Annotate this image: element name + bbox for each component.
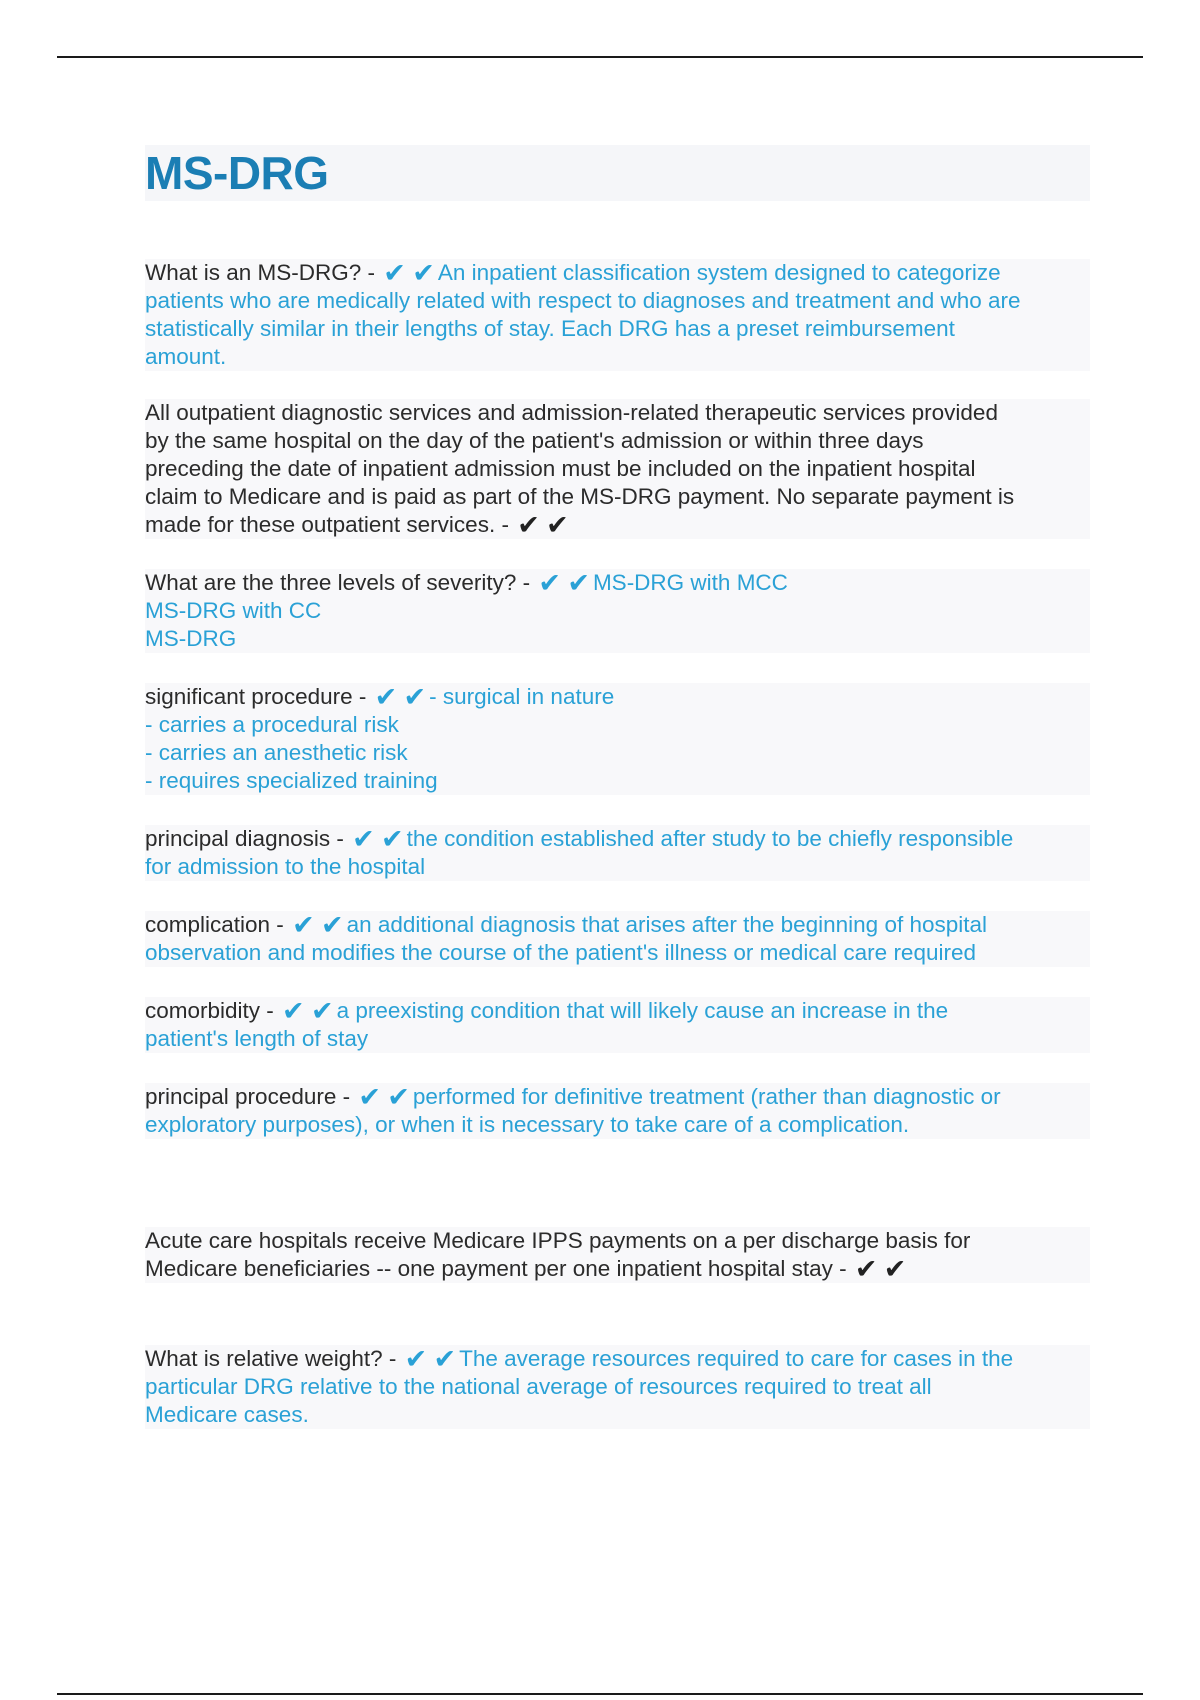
flashcard-complication: [145, 911, 1090, 967]
question-text: principal diagnosis -: [145, 826, 351, 851]
statement-checks: [517, 510, 569, 541]
footer-rule: [57, 1693, 1143, 1695]
answer-checks: [374, 682, 427, 713]
flashcard-ipps-payments: [145, 1227, 1090, 1283]
checkmark-icon: ✔: [374, 682, 398, 713]
checkmark-icon: ✔: [282, 996, 305, 1027]
answer-line: Medicare cases.: [145, 1402, 309, 1427]
checkmark-icon: ✔: [381, 824, 404, 855]
answer-line: - carries a procedural risk: [145, 712, 399, 737]
header-rule: [57, 56, 1143, 58]
answer-line: patients who are medically related with respect to diagnoses and treatment and who are: [145, 288, 1021, 313]
flashcard-comorbidity: [145, 997, 1090, 1053]
answer-checks: [404, 1344, 457, 1375]
checkmark-icon: ✔: [403, 682, 427, 713]
answer-line: MS-DRG with MCC: [592, 570, 788, 595]
title-bar: [145, 145, 1090, 201]
statement-line: by the same hospital on the day of the patient's admission or within three days: [145, 428, 924, 453]
flashcard-outpatient-services: [145, 399, 1090, 539]
answer-line: patient's length of stay: [145, 1026, 369, 1051]
answer-line: for admission to the hospital: [145, 854, 426, 879]
statement-line: Medicare beneficiaries -- one payment per one inpatient hospital stay -: [145, 1256, 853, 1281]
checkmark-icon: ✔: [567, 568, 590, 599]
question-text: significant procedure -: [145, 684, 373, 709]
answer-line: an additional diagnosis that arises after the beginning of hospital: [346, 912, 988, 937]
question-text: principal procedure -: [145, 1084, 357, 1109]
answer-line: the condition established after study to be chiefly responsible: [406, 826, 1014, 851]
answer-line: The average resources required to care for cases in the: [459, 1346, 1014, 1371]
checkmark-icon: ✔: [358, 1082, 381, 1113]
flashcard-principal-diagnosis: [145, 825, 1090, 881]
checkmark-icon: ✔: [433, 1344, 457, 1375]
answer-line: performed for definitive treatment (rather than diagnostic or: [412, 1084, 1001, 1109]
checkmark-icon: ✔: [387, 1082, 410, 1113]
question-text: comorbidity -: [145, 998, 281, 1023]
answer-checks: [358, 1082, 410, 1113]
statement-checks: [854, 1254, 907, 1285]
checkmark-icon: ✔: [854, 1254, 878, 1285]
checkmark-icon: ✔: [404, 1344, 428, 1375]
answer-checks: [538, 568, 590, 599]
question-text: complication -: [145, 912, 291, 937]
answer-line: a preexisting condition that will likely cause an increase in the: [336, 998, 949, 1023]
statement-line: claim to Medicare and is paid as part of the MS-DRG payment. No separate payment is: [145, 484, 1015, 509]
answer-line: MS-DRG: [145, 626, 237, 651]
checkmark-icon: ✔: [546, 510, 569, 541]
answer-line: particular DRG relative to the national average of resources required to treat all: [145, 1374, 932, 1399]
checkmark-icon: ✔: [412, 258, 435, 289]
checkmark-icon: ✔: [517, 510, 540, 541]
flashcard-what-is-ms-drg: [145, 259, 1090, 371]
answer-line: exploratory purposes), or when it is necessary to take care of a complication.: [145, 1112, 910, 1137]
document-body: [145, 145, 1090, 1429]
checkmark-icon: ✔: [310, 996, 334, 1027]
checkmark-icon: ✔: [292, 910, 315, 941]
answer-line: statistically similar in their lengths of stay. Each DRG has a preset reimbursement: [145, 316, 955, 341]
question-text: What is relative weight? -: [145, 1346, 403, 1371]
answer-line: observation and modifies the course of the patient's illness or medical care required: [145, 940, 976, 965]
page-title: MS-DRG: [145, 147, 329, 199]
answer-line: - surgical in nature: [429, 684, 615, 709]
answer-line: MS-DRG with CC: [145, 598, 322, 623]
flashcard-relative-weight: [145, 1345, 1090, 1429]
answer-line: - requires specialized training: [145, 768, 438, 793]
statement-line: made for these outpatient services. -: [145, 512, 516, 537]
answer-checks: [282, 996, 334, 1027]
checkmark-icon: ✔: [883, 1254, 907, 1285]
answer-checks: [383, 258, 435, 289]
checkmark-icon: ✔: [383, 258, 406, 289]
checkmark-icon: ✔: [538, 568, 562, 599]
answer-line: amount.: [145, 344, 227, 369]
answer-line: An inpatient classification system designed to categorize: [437, 260, 1001, 285]
checkmark-icon: ✔: [352, 824, 375, 855]
answer-checks: [352, 824, 404, 855]
checkmark-icon: ✔: [320, 910, 344, 941]
statement-line: All outpatient diagnostic services and admission-related therapeutic services provided: [145, 400, 998, 425]
question-text: What are the three levels of severity? -: [145, 570, 537, 595]
flashcard-significant-procedure: [145, 683, 1090, 795]
question-text: What is an MS-DRG? -: [145, 260, 382, 285]
statement-line: Acute care hospitals receive Medicare IPPS payments on a per discharge basis for: [145, 1228, 971, 1253]
flashcard-principal-procedure: [145, 1083, 1090, 1139]
statement-line: preceding the date of inpatient admission must be included on the inpatient hospital: [145, 456, 976, 481]
answer-checks: [292, 910, 344, 941]
flashcard-levels-of-severity: [145, 569, 1090, 653]
answer-line: - carries an anesthetic risk: [145, 740, 408, 765]
